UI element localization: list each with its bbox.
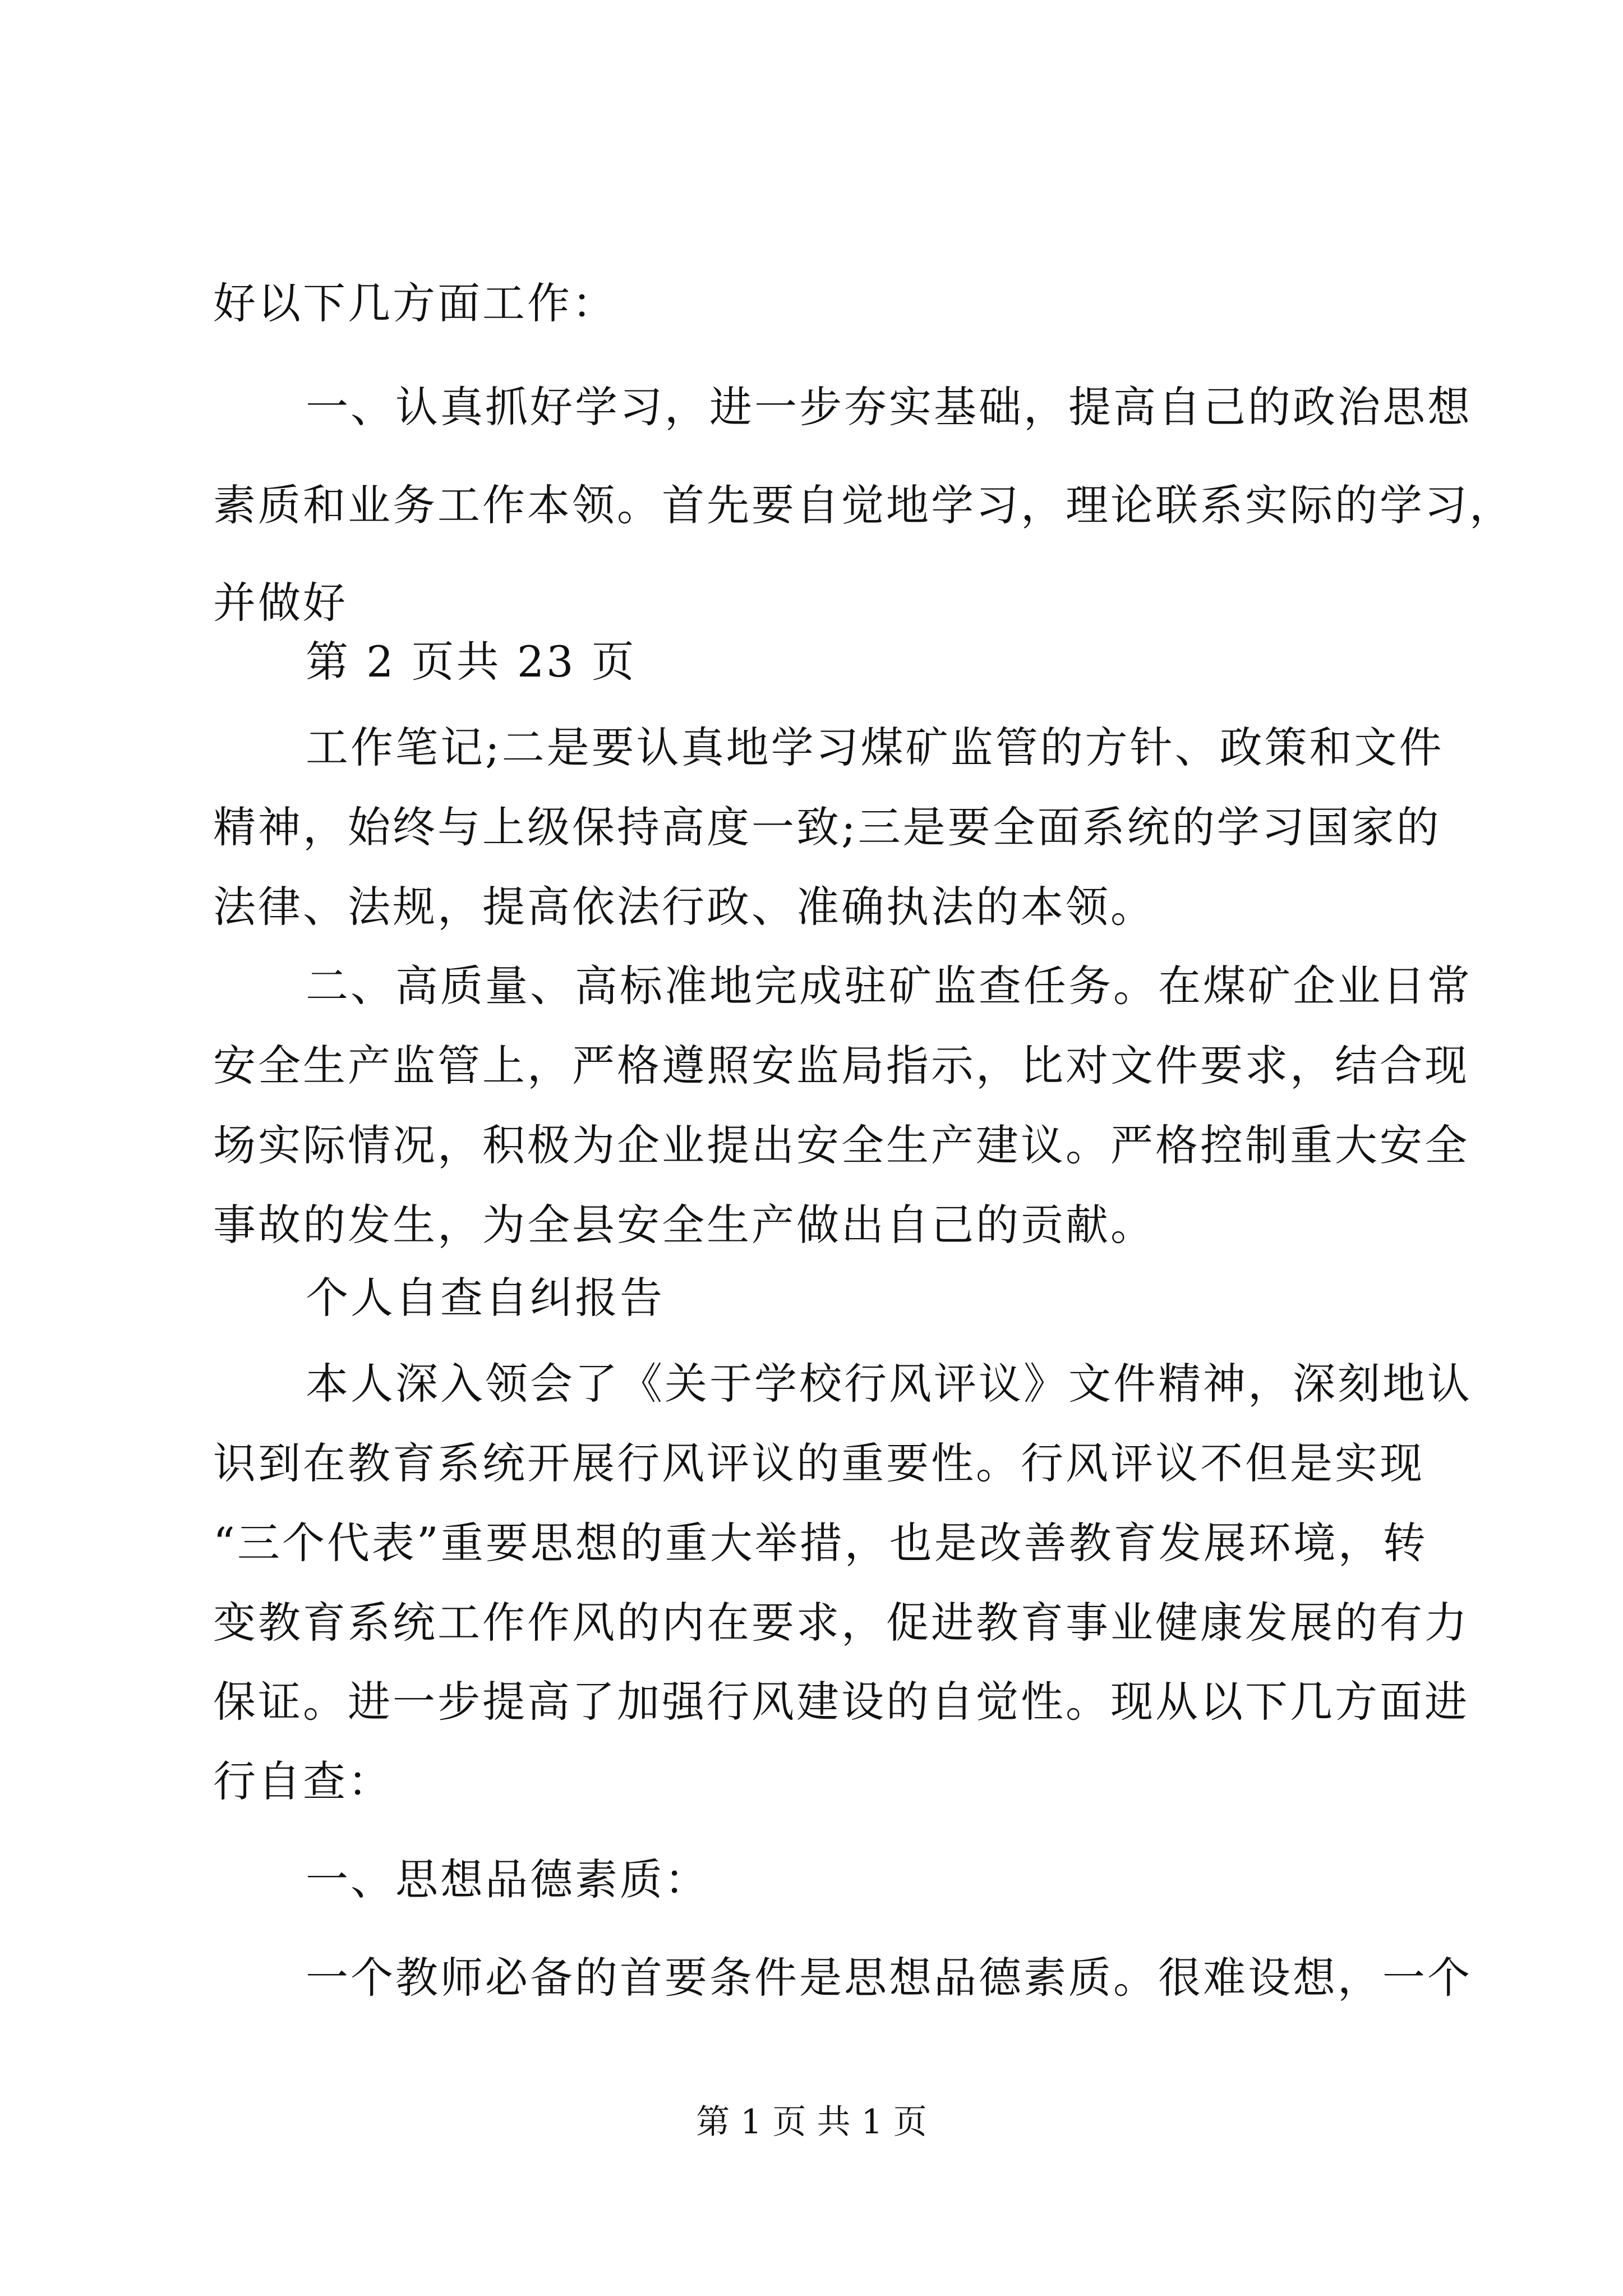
text-line-21: 一个教师必备的首要条件是思想品德素质。很难设想，一个 [306,1953,1472,2003]
text-line-19: 行自查： [213,1756,393,1806]
page-footer: 第 1 页 共 1 页 [696,2102,927,2142]
section-title: 个人自查自纠报告 [306,1273,665,1323]
text-line-15: 识到在教育系统开展行风评议的重要性。行风评议不但是实现 [213,1438,1424,1488]
text-line-17: 变教育系统工作作风的内在要求，促进教育事业健康发展的有力 [213,1598,1469,1648]
text-line-18: 保证。进一步提高了加强行风建设的自觉性。现从以下几方面进 [213,1677,1469,1727]
text-line-9: 二、高质量、高标准地完成驻矿监查任务。在煤矿企业日常 [306,961,1472,1011]
text-line-6: 工作笔记;二是要认真地学习煤矿监管的方针、政策和文件 [306,723,1444,772]
text-line-20: 一、思想品德素质： [306,1855,709,1904]
text-line-10: 安全生产监管上，严格遵照安监局指示，比对文件要求，结合现 [213,1041,1469,1091]
page-marker: 第 2 页共 23 页 [306,637,637,687]
text-line-8: 法律、法规，提高依法行政、准确执法的本领。 [213,882,1155,932]
text-line-3: 素质和业务工作本领。首先要自觉地学习，理论联系实际的学习， [213,480,1514,530]
text-line-14: 本人深入领会了《关于学校行风评议》文件精神，深刻地认 [306,1359,1472,1409]
text-line-2: 一、认真抓好学习，进一步夯实基础，提高自己的政治思想 [306,382,1472,432]
text-line-1: 好以下几方面工作： [213,278,617,328]
text-line-12: 事故的发生，为全县安全生产做出自己的贡献。 [213,1200,1155,1250]
text-line-4: 并做好 [213,578,348,628]
text-line-11: 场实际情况，积极为企业提出安全生产建议。严格控制重大安全 [213,1120,1469,1170]
text-line-7: 精神，始终与上级保持高度一致;三是要全面系统的学习国家的 [213,802,1441,852]
text-line-16: “三个代表”重要思想的重大举措，也是改善教育发展环境，转 [213,1518,1428,1568]
